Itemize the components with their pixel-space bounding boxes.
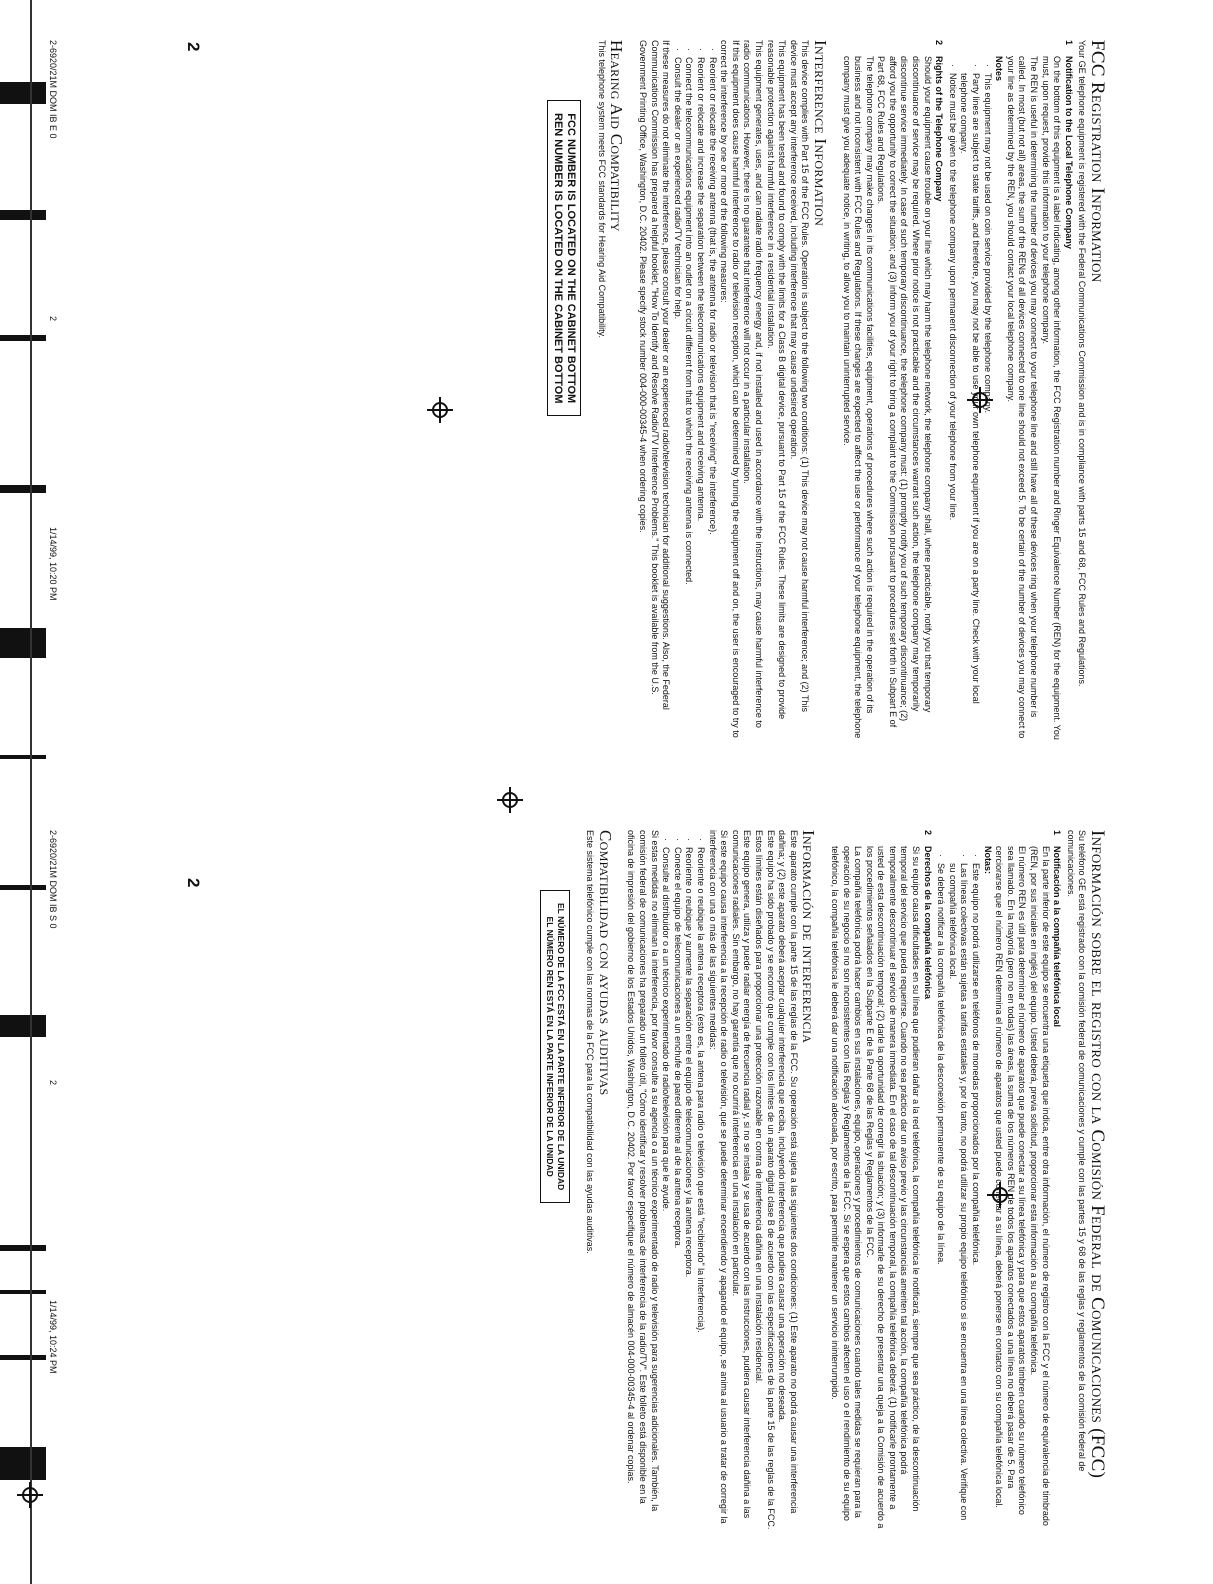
notes-label: Notes [994,56,1005,82]
item-1-es [935,830,1063,1530]
interference-p4-es: Si este equipo causa interferencia a la recepción de radio o televisión, que se puede determinar encendiendo y apagando el equipo, se anima al usuario a tratar de corregir la interferencia con una o más de las siguientes medidas: [707,830,730,1524]
item2-text: Should your equipment cause trouble on your line which may harm the telephone network, the telephone company shall, where practicable, notify you that temporary discontinuance of service may be required. Where prior notice is not practicable and the circumstances warrant such action, the telephone company may temporarily discontinue service immediately. In case of such temporary discontinuance, the telephone company must: (1) promptly notify you of such temporary discontinuance; (2) afford you the opportunity to correct the situation; and (3) inform you of your right to bring a complaint to the Commission pursuant to procedures set forth in Subpart E of Part 68, FCC Rules and Regulations. [876,56,933,728]
interference-p5-es: Si estas medidas no eliminan la interferencia, por favor consulte a su agencia o a un técnico experimentado de radio y televisión para sugerencias adicionales. También, la comisión federal de comunicaciones ha preparado un folleto útil, "Cómo identificar y resolver problemas de interferencia de la radio/TV". Este folleto está disponible en la oficina de impresión del gobierno de los Estados Unidos, Washington, D.C. 20402. Por favor especifique el número de almacén 004-000-00345-4 al ordenar copias. [626,830,660,1512]
measure-item-es: · Consulte al distribuidor o a un técnico experimentado de radio/televisión para que le ayude. [661,838,672,1212]
interference-title-es: Información de interferencia [799,830,819,1044]
fcc-ren-location-box [547,100,581,416]
interference-p2: This equipment has been tested and found to comply with the limits for a Class B digital device, pursuant to Part 15 of the FCC Rules. These limits are designed to provide reasonable protection against harmful interference in a residential installation. [765,40,788,720]
note-item-es: · Las líneas colectivas están sujetas a tarifas estatales y, por lo tanto, no podrá utilizar su propio equipo telefónico si se encuentra en una línea colectiva. Verifique con su compañía telefónica local. [947,854,970,1521]
note-item: · Notice must be given to the telephone company upon permanent disconnection of your telephone from your line. [947,64,958,521]
item-number: 2 [922,830,933,836]
item2-text-2: The telephone company may make changes in its communications facilities, equipment, operations of procedures where such action is required in the operation of its business and not inconsistent with FCC Rules and Regulations. If these changes are expected to affect the use or performance of your telephone equipment, the telephone company must give you adequate notice, in writing, to allow you to maintain uninterrupted service. [841,56,875,739]
item-1 [946,40,1074,740]
interference-p1-es: Este aparato cumple con la parte 15 de las reglas de la FCC. Su operación está sujeta a las siguientes dos condiciones: (1) Este aparato no podrá causar una interferencia dañina; y (2) este aparato deberá aceptar cualquier interferencia que reciba, incluyendo interferencia que pudiera causar una operación no deseada. [777,830,799,1514]
measure-item-es: · Reoriente o reubique la antena receptora (esto es, la antena para radio o televisión que está "recibiendo" la interferencia). [696,838,706,1333]
notes-label-es: Notas: [982,846,993,875]
item1-ren-text-es: El número REN es útil para determinar el número de aparatos que puede conectar a su línea telefónica y para que estos aparatos timbren cuando su número telefónico sea llamado. En la mayoría (pero no en todas) las áreas, la suma de los números REN de todos los aparatos conectados a una línea no deberá pasar de 5. Para cerciorarse que el número REN determina el número de aparatos que usted puede conectar a su línea, deberá ponerse en contacto con su compañía telefónica local. [994,846,1028,1515]
hac-text-es: Este sistema telefónico cumple con las normas de la FCC para la compatibilidad con las ayudas auditivas. [585,830,596,1254]
item1-text-es: En la parte inferior de este equipo se encuentra una etiqueta que indica, entre otra información, el número de registro con la FCC y el número de equivalencia de timbrado (REN, por sus iniciales en inglés) del equipo. Usted deberá, previa solicitud, proporcionar esta información a su compañía telefónica. [1029,846,1051,1526]
fcc-registration-title: FCC Registration Information [1087,40,1108,283]
footer-code-left: 2-6920/21M DOM IB E 0 [48,40,58,139]
item2-heading-es: Derechos de la compañía telefónica [922,846,933,1000]
measure-item: · Consult the dealer or an experienced radio/TV technician for help. [672,48,683,320]
item1-heading: Notification to the Local Telephone Company [1063,56,1074,249]
measure-item-es: · Conecte el equipo de telecomunicaciones a un enchufe de pared diferente al de la antena receptora. [672,838,683,1249]
box-line-1-es: EL NÚMERO DE LA FCC ESTÁ EN LA PARTE INFERIOR DE LA UNIDAD [555,903,566,1191]
item2-text-es: Si su equipo causa dificultades en su línea que pudieran dañar a la red telefónica, la compañía telefónica le notificará, siempre que sea práctico, de la descontinuación temporal del servicio que pueda requerirse. Cuando no sea práctico dar un aviso previo y las circunstancias ameriten tal acción, la compañía telefónica podrá temporalmente descontinuar el servicio de manera inmediata. En el caso de tal descontinuación temporal, la compañía telefónica deberá: (1) notificarle prontamente a usted de esta descontinuación temporal; (2) darle la oportunidad de corregir la situación; y (3) informarle de su derecho de presentar una queja a la Comisión de acuerdo a los procedimientos señalados en la Subparte E de la Parte 68 de las Reglas y Reglamentos de la FCC. [864,846,922,1529]
note-item-es: · Se deberá notificar a la compañía telefónica de la desconexión permanente de su equipo de la línea. [936,854,947,1265]
item-2-es [828,830,932,1530]
footer-code-right: 2-6920/21M DOM IB S 0 [48,830,58,929]
fcc-ren-location-box-es [540,890,570,1203]
note-item-es: · Este equipo no podrá utilizarse en teléfonos de monedas proporcionados por la compañía telefónica. [971,854,982,1266]
footer-page-right: 2 [48,1080,58,1086]
box-line-1: FCC NUMBER IS LOCATED ON THE CABINET BOTTOM [565,113,578,404]
interference-p2-es: Este equipo ha sido probado y se encontró que cumple con los límites de un aparato digital clase B de acuerdo con las especificaciones de la parte 15 de las reglas de la FCC. Estos límites están diseñados para proporcionar una protección razonable en contra de interferencia dañina en una instalación residencial. [753,830,776,1530]
fcc-registration-title-es: Información sobre el registro con la Comisión Federal de Comunicaciones (FCC) [1087,830,1108,1479]
fcc-intro-es: Su teléfono GE está registrado con la comisión federal de comunicaciones y cumple con las partes 15 y 68 de las reglas y reglamentos de la comisión federal de comunicaciones. [1065,830,1088,1472]
box-line-2: REN NUMBER IS LOCATED ON THE CABINET BOTTOM [552,113,565,404]
footer-date-left: 1/14/99, 10:20 PM [48,527,58,601]
measure-item: · Connect the telecommunications equipment into an outlet on a circuit different from that to which the receiving antenna is connected. [684,48,695,585]
item-number: 1 [1063,40,1074,46]
hac-title-es: Compatibilidad con ayudas auditivas [595,830,615,1096]
interference-p3-es: Este equipo genera, utiliza y puede radiar energía de frecuencia radial y, si no se instala y se usa de acuerdo con las instrucciones, pudiera causar interferencia dañina a las comunicaciones radiales. Sin embargo, no hay garantía que no ocurrirá interferencia en una instalación en particular. [730,830,753,1519]
item-number: 2 [934,40,945,46]
box-line-2-es: EL NÚMERO REN ESTÁ EN LA PARTE INFERIOR DE LA UNIDAD [544,916,555,1177]
measure-item: · Reorient or relocate the receiving antenna (that is, the antenna for radio or television that is "receiving" the interference). [707,48,718,535]
page-number-right: 2 [184,878,203,888]
item1-heading-es: Notificación a la compañía telefónica local [1052,846,1063,1028]
item2-heading: Rights of the Telephone Company [934,56,945,202]
note-item: · Party lines are subject to state tariffs, and therefore, you may not be able to use your own telephone equipment if you are on a party line. Check with your local telephone company. [959,64,982,704]
interference-title: Interference Information [810,40,830,227]
page-number-left: 2 [184,42,203,52]
item-2 [840,40,944,740]
footer-page-left: 2 [48,316,58,322]
item1-ren-text: The REN is useful in determining the number of devices you may connect to your telephone line and still have all of these devices ring when your telephone number is called. In most (but not all) areas, the sum of the RENs of all devices connected to one line should not exceed 5. To be certain of the number of devices you may connect to your line as determined by the REN, you should contact your local telephone company. [1005,56,1040,739]
spanish-panel [540,830,1108,1530]
footer-date-right: 1/14/99, 10:24 PM [48,1300,58,1374]
fcc-intro: Your GE telephone equipment is registered with the Federal Communications Commission and is in compliance with parts 15 and 68, FCC Rules and Regulations. [1077,40,1088,687]
hac-text: This telephone system meets FCC standards for Hearing Aid Compatibility. [596,40,607,338]
english-panel [547,40,1108,740]
measure-item-es: · Reoriente o reubique y aumente la separación entre el equipo de telecomunicaciones y la antena receptora. [684,838,695,1278]
hac-title: Hearing Aid Compatibility [607,40,627,232]
item2-text-2-es: La compañía telefónica podrá hacer cambios en sus instalaciones, equipo, operaciones y procedimientos de comunicaciones cuando tales medidas se requieran para la operación de su negocio si no son inconsistentes con las Reglas y Reglamentos de la FCC. Si se espera que estos cambios afecten el uso o el rendimiento de su equipo telefónico, la compañía telefónica le deberá dar una notificación adecuada, por escrito, para permitirle mantener un servicio ininterrumpido. [829,846,864,1521]
interference-p4: If this equipment does cause harmful interference to radio or television reception, which can be determined by turning the equipment off and on, the user is encouraged to try to correct the interference by one or more of the following measures: [719,40,741,738]
item1-text: On the bottom of this equipment is a label indicating, among other information, the FCC Registration number and Ringer Equivalence Number (REN) for the equipment. You must, upon request, provide this information to your telephone company. [1040,56,1063,740]
interference-p3: This equipment generates, uses, and can radiate radio frequency energy and, if not installed and used in accordance with the instructions, may cause harmful interference to radio communications. However, there is no guarantee that interference will not occur in a particular installation. [742,40,764,728]
measure-item: · Reorient or relocate and increase the separation between the telecommunications equipment and receiving antenna. [696,48,706,522]
interference-p5: If these measures do not eliminate the interference, please consult your dealer or an experienced radio/television technician for additional suggestions. Also, the Federal Communications Commission has prepared a helpful booklet, "How To Identify and Resolve Radio/TV Interference Problems." This booklet is available from the U.S. Government Printing Office, Washington, D.C. 20402. Please specify stock number 004-000-00345-4 when ordering copies. [638,40,672,710]
interference-p1: This device complies with Part 15 of the FCC Rules. Operation is subject to the following two conditions: (1) This device may not cause harmful interference; and (2) This device must accept any interference received, including interference that may cause undesired operation. [788,40,811,712]
note-item: · This equipment may not be used on coin service provided by the telephone company. [982,64,993,414]
item-number: 1 [1052,830,1063,836]
